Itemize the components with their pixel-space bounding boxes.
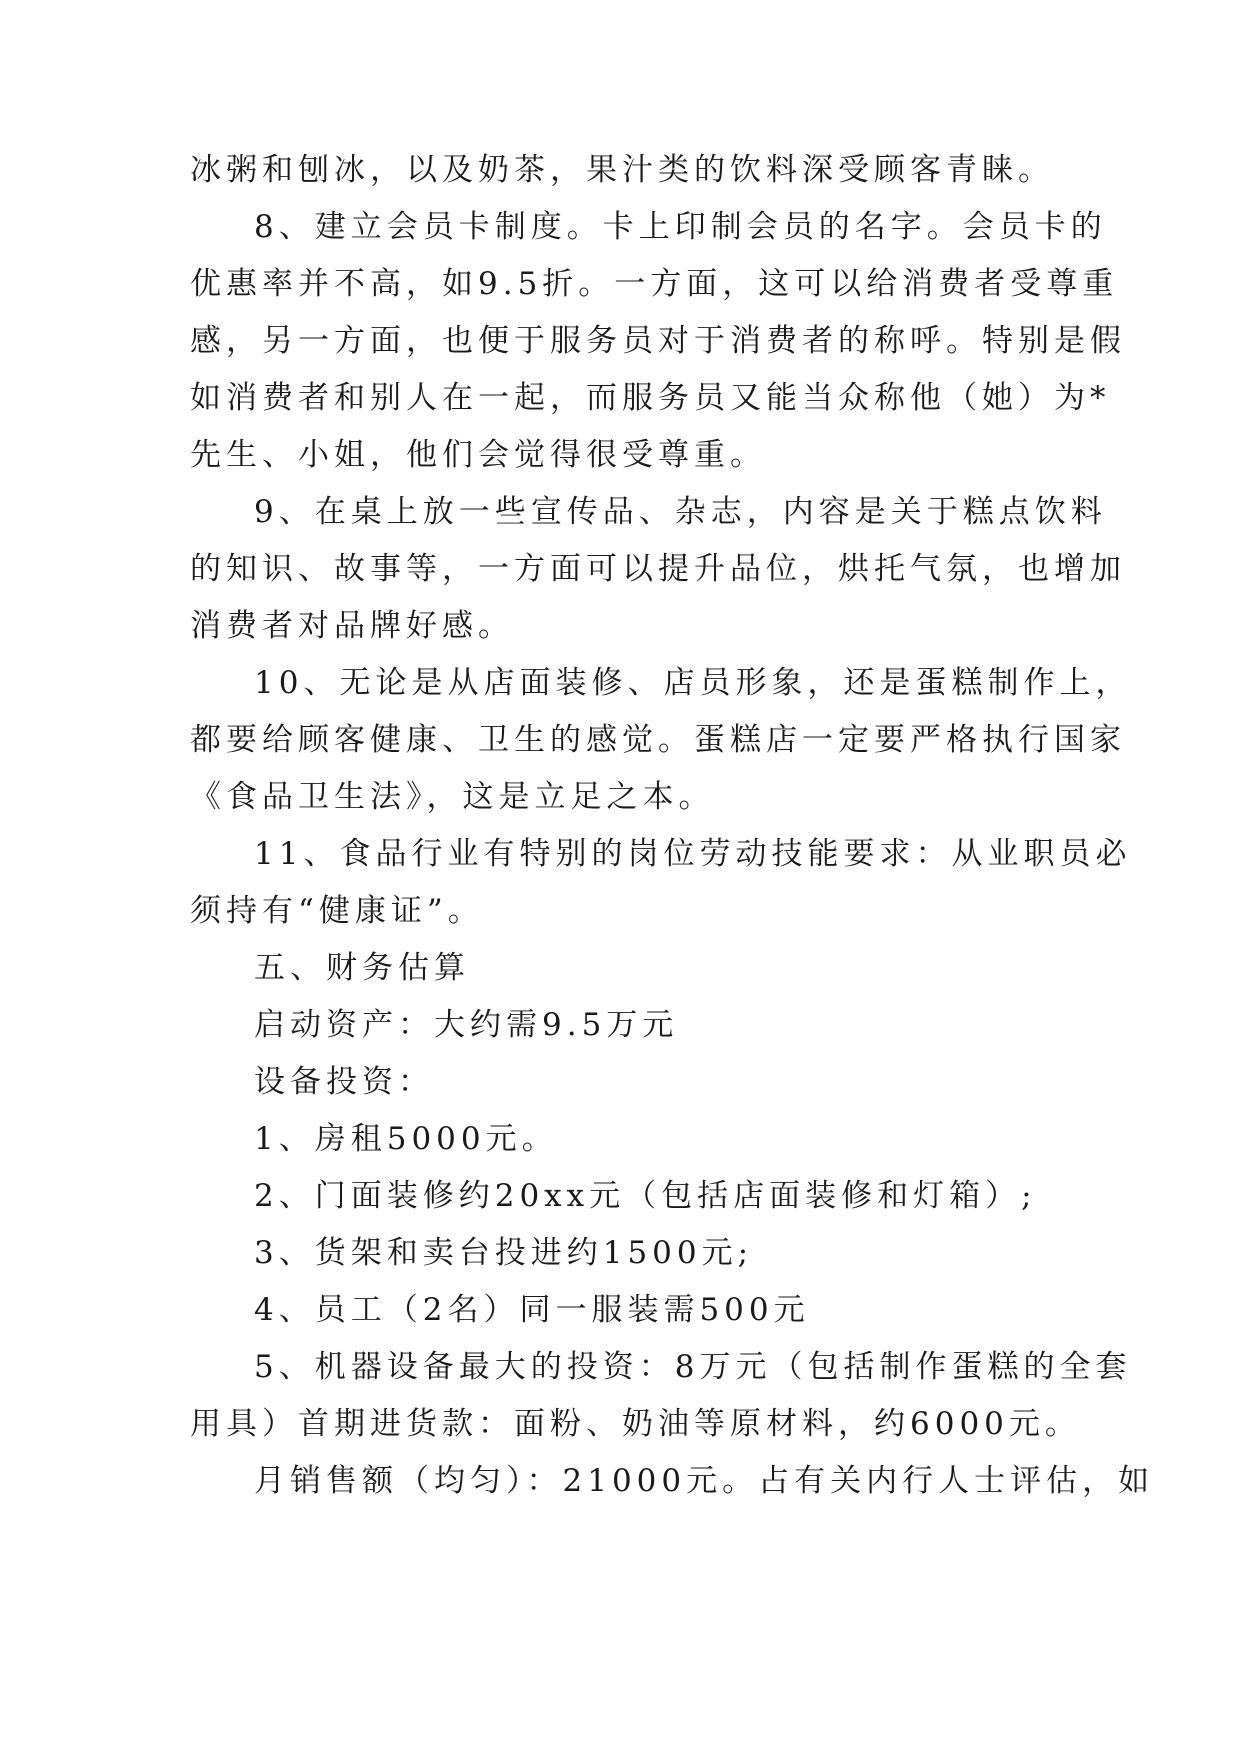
paragraph-line: 须持有“健康证”。	[190, 893, 484, 929]
list-item: 3、货架和卖台投进约1500元;	[254, 1235, 754, 1271]
paragraph-line: 先生、小姐，他们会觉得很受尊重。	[190, 437, 766, 473]
paragraph-line: 10、无论是从店面装修、店员形象，还是蛋糕制作上，	[254, 665, 1132, 701]
paragraph-line: 启动资产：大约需9.5万元	[254, 1007, 679, 1043]
paragraph-line: 都要给顾客健康、卫生的感觉。蛋糕店一定要严格执行国家	[190, 722, 1126, 758]
paragraph-line: 8、建立会员卡制度。卡上印制会员的名字。会员卡的	[254, 209, 1107, 245]
list-item: 4、员工（2名）同一服装需500元	[254, 1292, 810, 1328]
paragraph-line: 如消费者和别人在一起，而服务员又能当众称他（她）为*	[190, 380, 1111, 416]
paragraph-line: 《食品卫生法》，这是立足之本。	[190, 779, 715, 815]
list-item: 5、机器设备最大的投资：8万元（包括制作蛋糕的全套	[254, 1349, 1132, 1385]
paragraph-line: 优惠率并不高，如9.5折。一方面，这可以给消费者受尊重	[190, 266, 1119, 302]
paragraph-line: 冰粥和刨冰，以及奶茶，果汁类的饮料深受顾客青睐。	[190, 152, 1054, 188]
list-item: 1、房租5000元。	[254, 1121, 558, 1157]
paragraph-line: 9、在桌上放一些宣传品、杂志，内容是关于糕点饮料	[254, 494, 1107, 530]
paragraph-line: 11、食品行业有特别的岗位劳动技能要求：从业职员必	[254, 836, 1132, 872]
paragraph-line: 感，另一方面，也便于服务员对于消费者的称呼。特别是假	[190, 323, 1126, 359]
paragraph-line: 设备投资：	[254, 1064, 434, 1100]
paragraph-line: 用具）首期进货款：面粉、奶油等原材料，约6000元。	[190, 1406, 1081, 1442]
paragraph-line: 的知识、故事等，一方面可以提升品位，烘托气氛，也增加	[190, 551, 1126, 587]
section-heading: 五、财务估算	[254, 950, 470, 986]
list-item: 2、门面装修约20xx元（包括店面装修和灯箱）;	[254, 1178, 1037, 1214]
paragraph-line: 月销售额（均匀）：21000元。占有关内行人士评估，如	[254, 1463, 1155, 1499]
paragraph-line: 消费者对品牌好感。	[190, 608, 514, 644]
